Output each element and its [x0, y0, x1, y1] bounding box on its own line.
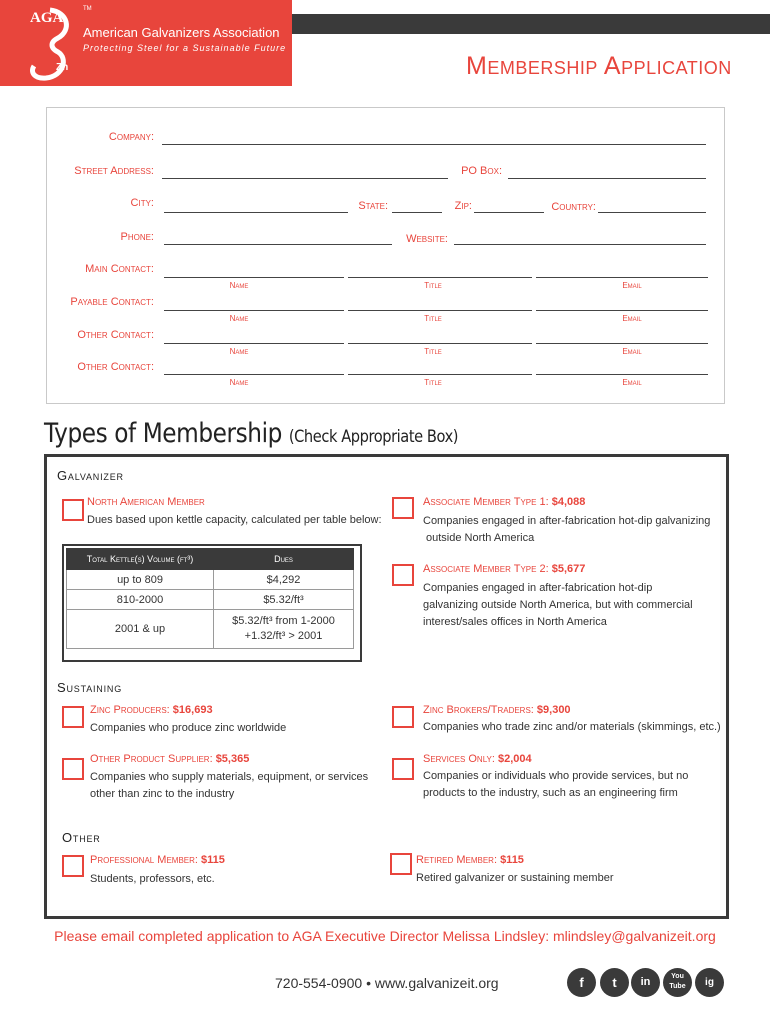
header-rule [292, 14, 770, 34]
retired-price: $115 [500, 854, 524, 866]
dues-cell: $4,292 [214, 570, 354, 590]
contact-info-box [46, 107, 725, 404]
dues-cell: 810-2000 [67, 590, 214, 610]
country-field[interactable] [598, 212, 706, 213]
title-caption: Title [424, 281, 442, 290]
retired-title-text: Retired Member: [416, 854, 501, 866]
logo-trademark: TM [83, 6, 92, 12]
other-supplier-price: $5,365 [215, 753, 250, 765]
other-contact-label: Other Contact: [77, 329, 154, 341]
services-only-price: $2,004 [498, 753, 532, 765]
main-contact-label: Main Contact: [85, 263, 154, 275]
po-box-field[interactable] [508, 178, 706, 179]
phone-label: Phone: [120, 231, 154, 243]
phone-field[interactable] [164, 244, 392, 245]
associate2-checkbox[interactable] [392, 564, 414, 586]
zinc-producers-price: $16,693 [172, 704, 213, 716]
zinc-producers-title-text: Zinc Producers: [90, 704, 173, 716]
linkedin-icon[interactable]: in [631, 968, 660, 997]
company-label: Company: [108, 131, 154, 143]
title-caption: Title [424, 378, 442, 387]
twitter-icon[interactable]: t [600, 968, 629, 997]
services-only-checkbox[interactable] [392, 758, 414, 780]
dues-line-1: $5.32/ft³ from 1-2000 [232, 615, 335, 627]
main-contact-name-field[interactable] [164, 277, 344, 278]
associate2-title [423, 563, 585, 575]
services-only-title [423, 753, 532, 765]
professional-title-text: Professional Member: [90, 854, 202, 866]
other-heading: Other [62, 830, 101, 845]
company-field[interactable] [162, 144, 706, 145]
dues-cell-multiline [214, 610, 354, 649]
page-title: Membership Application [466, 52, 732, 80]
professional-price: $115 [201, 854, 225, 866]
name-caption: Name [229, 347, 249, 356]
country-label: Country: [551, 201, 596, 213]
table-row [67, 610, 354, 649]
other-contact-2-title-field[interactable] [348, 374, 532, 375]
zinc-producers-checkbox[interactable] [62, 706, 84, 728]
associate1-price: $4,088 [551, 496, 586, 508]
zinc-brokers-desc: Companies who trade zinc and/or materials (skimmings, etc.) [423, 721, 721, 733]
payable-contact-name-field[interactable] [164, 310, 344, 311]
title-caption: Title [424, 314, 442, 323]
org-tagline: Protecting Steel for a Sustainable Future [83, 43, 287, 53]
associate2-desc: Companies engaged in after-fabrication hot-dip galvanizing outside North America, but with commercial interest/sales offices in North America [423, 582, 693, 628]
types-heading-note: (Check Appropriate Box) [288, 427, 459, 447]
email-caption: Email [622, 347, 642, 356]
youtube-icon[interactable]: You Tube [663, 968, 692, 997]
dues-cell: $5.32/ft³ [214, 590, 354, 610]
payable-contact-label: Payable Contact: [70, 296, 154, 308]
facebook-icon[interactable]: f [567, 968, 596, 997]
table-row [67, 590, 354, 610]
zip-field[interactable] [474, 212, 544, 213]
state-field[interactable] [392, 212, 442, 213]
logo-zn-text: Zn [56, 62, 69, 73]
logo-aga-text: AGA [30, 10, 64, 26]
professional-checkbox[interactable] [62, 855, 84, 877]
website-field[interactable] [454, 244, 706, 245]
other-supplier-title [90, 753, 249, 765]
types-heading-text: Types of Membership [44, 418, 282, 449]
footer-contact-line: 720-554-0900 • www.galvanizeit.org [275, 975, 499, 991]
services-only-title-text: Services Only: [423, 753, 499, 765]
dues-header-dues: Dues [214, 549, 354, 570]
other-contact-label: Other Contact: [77, 361, 154, 373]
retired-title [416, 854, 524, 866]
name-caption: Name [229, 378, 249, 387]
associate1-checkbox[interactable] [392, 497, 414, 519]
name-caption: Name [229, 314, 249, 323]
website-label: Website: [406, 233, 448, 245]
logo-banner [0, 0, 292, 86]
north-american-desc: Dues based upon kettle capacity, calculated per table below: [87, 514, 382, 526]
email-caption: Email [622, 314, 642, 323]
table-row [67, 570, 354, 590]
zinc-brokers-title-text: Zinc Brokers/Traders: [423, 704, 537, 716]
street-label: Street Address: [74, 165, 154, 177]
zinc-brokers-checkbox[interactable] [392, 706, 414, 728]
associate2-title-text: Associate Member Type 2: [423, 563, 552, 575]
associate2-price: $5,677 [551, 563, 586, 575]
professional-desc: Students, professors, etc. [90, 873, 215, 885]
dues-cell: 2001 & up [67, 610, 214, 649]
north-american-title: North American Member [87, 496, 205, 508]
types-heading [44, 418, 458, 449]
main-contact-title-field[interactable] [348, 277, 532, 278]
other-contact-1-title-field[interactable] [348, 343, 532, 344]
payable-contact-email-field[interactable] [536, 310, 708, 311]
associate1-title-text: Associate Member Type 1: [423, 496, 552, 508]
professional-title [90, 854, 225, 866]
other-supplier-desc: Companies who supply materials, equipment, or services other than zinc to the industry [90, 771, 369, 800]
title-caption: Title [424, 347, 442, 356]
other-contact-2-name-field[interactable] [164, 374, 344, 375]
associate1-title [423, 496, 585, 508]
galvanizer-heading: Galvanizer [57, 468, 124, 483]
dues-cell: up to 809 [67, 570, 214, 590]
org-name: American Galvanizers Association [83, 25, 280, 40]
email-caption: Email [622, 378, 642, 387]
email-caption: Email [622, 281, 642, 290]
other-contact-2-email-field[interactable] [536, 374, 708, 375]
state-label: State: [358, 200, 388, 212]
north-american-checkbox[interactable] [62, 499, 84, 521]
other-contact-1-email-field[interactable] [536, 343, 708, 344]
sustaining-heading: Sustaining [57, 680, 123, 695]
city-label: City: [130, 197, 154, 209]
other-supplier-checkbox[interactable] [62, 758, 84, 780]
dues-table [66, 548, 354, 649]
footer-email-line: Please email completed application to AGA Executive Director Melissa Lindsley: mlindsley@galvanizeit.org [54, 928, 716, 944]
services-only-desc: Companies or individuals who provide services, but no products to the industry, such as an engineering firm [423, 770, 689, 799]
other-contact-1-name-field[interactable] [164, 343, 344, 344]
city-field[interactable] [164, 212, 348, 213]
retired-desc: Retired galvanizer or sustaining member [416, 872, 614, 884]
dues-header-volume: Total Kettle(s) Volume (ft³) [67, 549, 214, 570]
other-supplier-title-text: Other Product Supplier: [90, 753, 216, 765]
retired-checkbox[interactable] [390, 853, 412, 875]
zip-label: Zip: [454, 200, 472, 212]
payable-contact-title-field[interactable] [348, 310, 532, 311]
zinc-producers-desc: Companies who produce zinc worldwide [90, 722, 287, 734]
associate1-desc-2: outside North America [426, 532, 535, 544]
zinc-brokers-price: $9,300 [536, 704, 571, 716]
name-caption: Name [229, 281, 249, 290]
instagram-icon[interactable]: ig [695, 968, 724, 997]
po-box-label: PO Box: [461, 165, 502, 177]
main-contact-email-field[interactable] [536, 277, 708, 278]
street-field[interactable] [162, 178, 448, 179]
zinc-brokers-title [423, 704, 571, 716]
dues-line-2: +1.32/ft³ > 2001 [244, 630, 323, 642]
zinc-producers-title [90, 704, 213, 716]
associate1-desc-1: Companies engaged in after-fabrication hot-dip galvanizing [423, 515, 711, 527]
